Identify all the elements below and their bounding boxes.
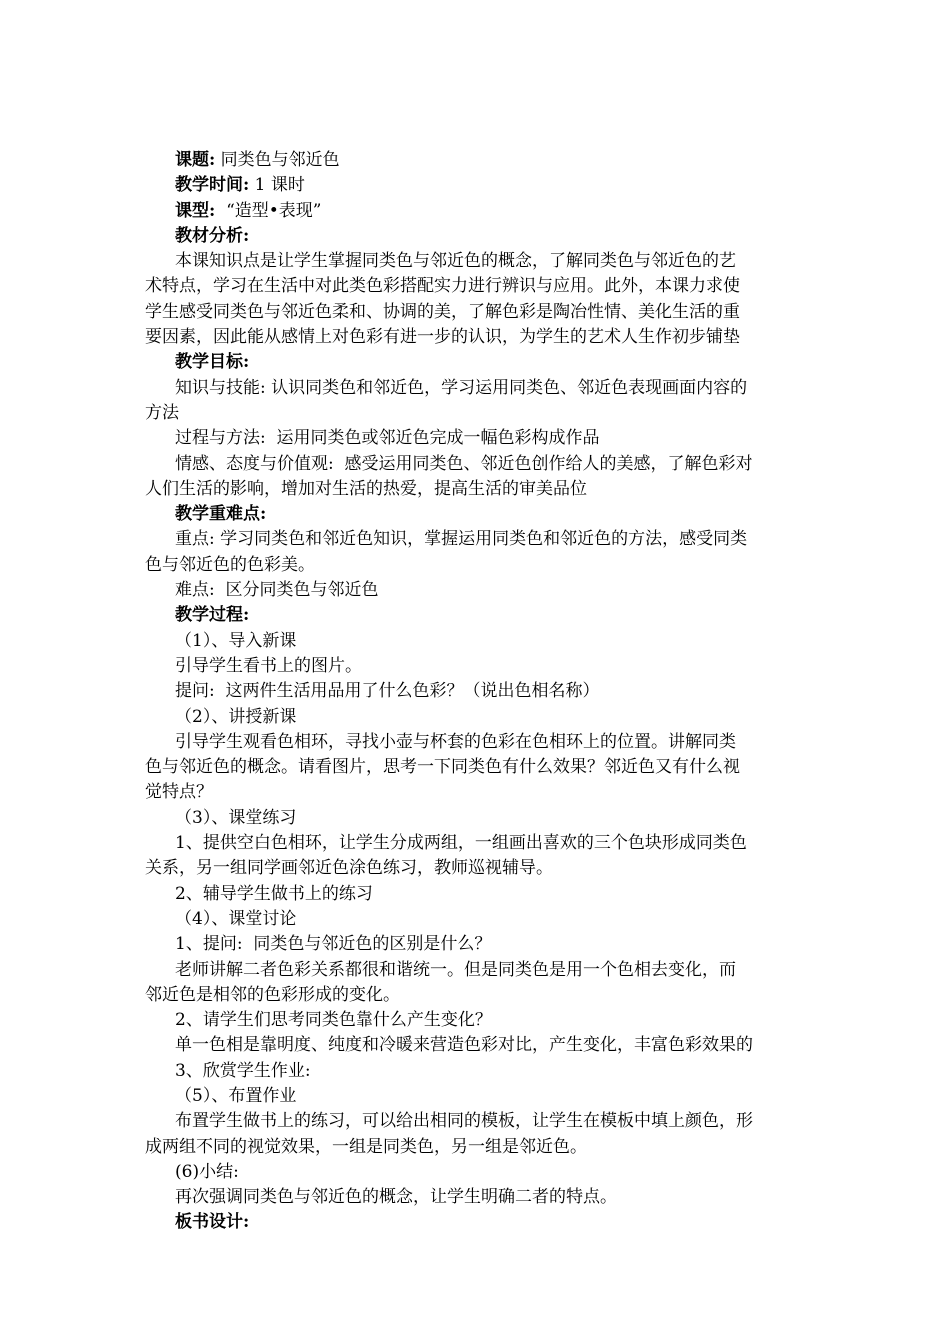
text-line — [145, 148, 807, 173]
text-line — [145, 932, 807, 957]
section-label: 教学时间: — [175, 175, 250, 196]
text-line — [145, 1135, 807, 1160]
text-line — [145, 1084, 807, 1109]
line-text: 2、辅导学生做书上的练习 — [175, 883, 373, 904]
section-label: 课型: — [175, 200, 216, 221]
line-text: 难点: 区分同类色与邻近色 — [175, 580, 379, 601]
section-label: 教学重难点: — [175, 504, 267, 525]
line-text: 布置学生做书上的练习，可以给出相同的模板，让学生在模板中填上颜色，形 — [175, 1111, 753, 1132]
text-line — [145, 1210, 807, 1235]
text-line — [145, 831, 807, 856]
text-line — [145, 173, 807, 198]
line-text: （3）、课堂练习 — [175, 807, 297, 828]
text-line — [145, 780, 807, 805]
text-line — [145, 224, 807, 249]
section-label: 教学过程: — [175, 605, 250, 626]
line-text: 本课知识点是让学生掌握同类色与邻近色的概念，了解同类色与邻近色的艺 — [175, 251, 736, 272]
line-text: 方法 — [145, 402, 179, 423]
text-line — [145, 629, 807, 654]
line-text: 邻近色是相邻的色彩形成的变化。 — [145, 984, 400, 1005]
text-line — [145, 1008, 807, 1033]
line-text: （1）、导入新课 — [175, 630, 297, 651]
text-line — [145, 553, 807, 578]
line-text: 再次强调同类色与邻近色的概念，让学生明确二者的特点。 — [175, 1187, 617, 1208]
section-label: 教材分析: — [175, 225, 250, 246]
text-line — [145, 1160, 807, 1185]
line-text: 提问: 这两件生活用品用了什么色彩？（说出色相名称） — [175, 681, 600, 702]
text-line — [145, 1033, 807, 1058]
line-text: 要因素，因此能从感情上对色彩有进一步的认识，为学生的艺术人生作初步铺垫 — [145, 327, 740, 348]
line-text: 关系，另一组同学画邻近色涂色练习，教师巡视辅导。 — [145, 858, 553, 879]
section-label: 教学目标: — [175, 352, 250, 373]
line-text: （4）、课堂讨论 — [175, 908, 297, 929]
line-text: 色与邻近色的概念。请看图片，思考一下同类色有什么效果？邻近色又有什么视 — [145, 757, 740, 778]
text-line — [145, 983, 807, 1008]
line-text: 过程与方法: 运用同类色或邻近色完成一幅色彩构成作品 — [175, 428, 600, 449]
text-line — [145, 325, 807, 350]
line-text: 引导学生看书上的图片。 — [175, 655, 362, 676]
text-line — [145, 578, 807, 603]
line-text: 成两组不同的视觉效果，一组是同类色，另一组是邻近色。 — [145, 1136, 587, 1157]
text-line — [145, 1185, 807, 1210]
line-text: （2）、讲授新课 — [175, 706, 297, 727]
document-body — [145, 148, 807, 1236]
line-text: 情感、态度与价值观: 感受运用同类色、邻近色创作给人的美感，了解色彩对 — [175, 453, 753, 474]
section-label: 课题: — [175, 150, 216, 170]
line-text: 3、欣赏学生作业: — [175, 1060, 311, 1081]
line-text: 1、提问: 同类色与邻近色的区别是什么？ — [175, 934, 492, 955]
line-text: 2、请学生们思考同类色靠什么产生变化？ — [175, 1010, 492, 1031]
text-line — [145, 274, 807, 299]
text-line — [145, 856, 807, 881]
text-line — [145, 654, 807, 679]
text-line — [145, 199, 807, 224]
text-line — [145, 376, 807, 401]
line-text: 觉特点？ — [145, 782, 213, 803]
line-text: 色与邻近色的色彩美。 — [145, 554, 315, 575]
text-line — [145, 705, 807, 730]
text-line — [145, 401, 807, 426]
line-text: （5）、布置作业 — [175, 1085, 297, 1106]
text-line — [145, 350, 807, 375]
line-text: 人们生活的影响，增加对生活的热爱，提高生活的审美品位 — [145, 478, 587, 499]
text-line — [145, 426, 807, 451]
text-line — [145, 502, 807, 527]
text-line — [145, 1109, 807, 1134]
text-line — [145, 730, 807, 755]
line-text: 术特点，学习在生活中对此类色彩搭配实力进行辨识与应用。此外，本课力求使 — [145, 276, 740, 297]
line-text: 同类色与邻近色 — [215, 150, 340, 170]
text-line — [145, 1059, 807, 1084]
text-line — [145, 882, 807, 907]
section-label: 板书设计: — [175, 1212, 250, 1233]
line-text: 1 课时 — [249, 175, 305, 196]
line-text: 1、提供空白色相环，让学生分成两组，一组画出喜欢的三个色块形成同类色 — [175, 833, 747, 854]
line-text: 单一色相是靠明度、纯度和冷暖来营造色彩对比，产生变化，丰富色彩效果的 — [175, 1035, 753, 1056]
line-text: 知识与技能: 认识同类色和邻近色，学习运用同类色、邻近色表现画面内容的 — [175, 377, 748, 398]
text-line — [145, 907, 807, 932]
line-text: 学生感受同类色与邻近色柔和、协调的美，了解色彩是陶冶性情、美化生活的重 — [145, 301, 740, 322]
text-line — [145, 679, 807, 704]
text-line — [145, 603, 807, 628]
text-line — [145, 249, 807, 274]
text-line — [145, 527, 807, 552]
text-line — [145, 477, 807, 502]
text-line — [145, 958, 807, 983]
text-line — [145, 452, 807, 477]
line-text: “造型•表现” — [215, 200, 322, 221]
line-text: 引导学生观看色相环，寻找小壶与杯套的色彩在色相环上的位置。讲解同类 — [175, 731, 736, 752]
line-text: 老师讲解二者色彩关系都很和谐统一。但是同类色是用一个色相去变化，而 — [175, 959, 736, 980]
text-line — [145, 806, 807, 831]
line-text: (6)小结: — [175, 1161, 239, 1182]
text-line — [145, 300, 807, 325]
line-text: 重点: 学习同类色和邻近色知识，掌握运用同类色和邻近色的方法，感受同类 — [175, 529, 748, 550]
text-line — [145, 755, 807, 780]
